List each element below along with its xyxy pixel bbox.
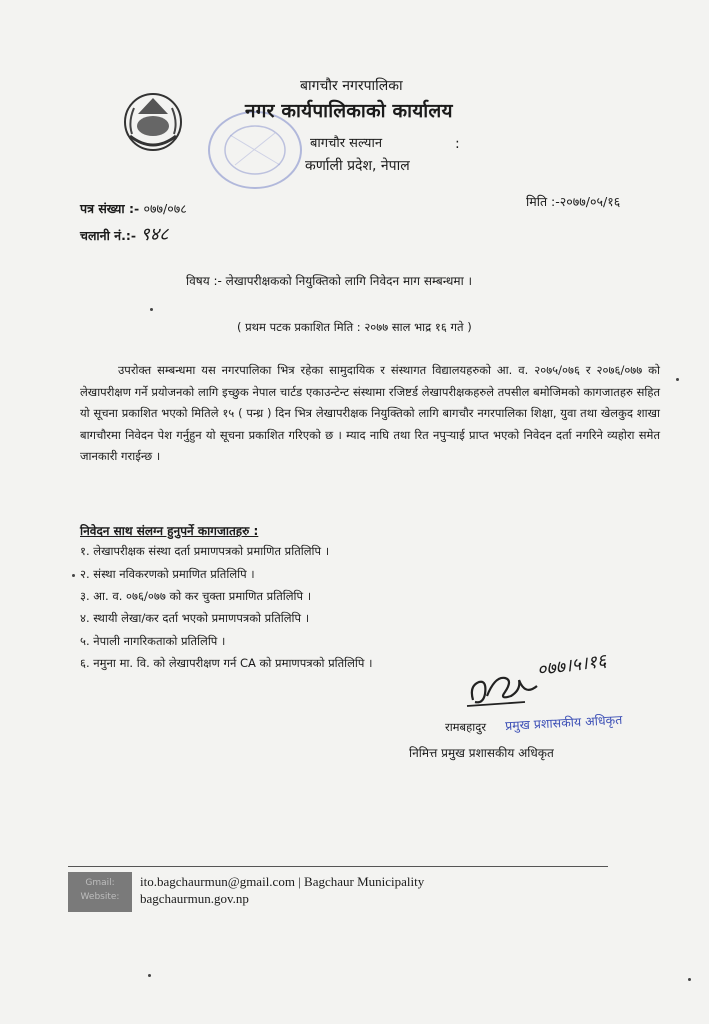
scan-speck <box>150 308 153 311</box>
footer-divider <box>68 866 608 867</box>
attachment-item: ३. आ. व. ०७६/०७७ को कर चुक्ता प्रमाणित प्रतिलिपि । <box>80 589 312 603</box>
attachment-item: ६. नमुना मा. वि. को लेखापरीक्षण गर्न CA को प्रमाणपत्रको प्रतिलिपि । <box>80 656 373 670</box>
office-location: बागचौर सल्यान <box>310 136 383 151</box>
designation-stamp: प्रमुख प्रशासकीय अधिकृत <box>504 711 623 734</box>
signatory-title: निमित्त प्रमुख प्रशासकीय अधिकृत <box>409 746 554 760</box>
header-colon: : <box>455 136 460 152</box>
attachment-item: ५. नेपाली नागरिकताको प्रतिलिपि । <box>80 634 226 648</box>
scan-speck <box>72 574 75 577</box>
province-name: कर्णाली प्रदेश, नेपाल <box>305 158 410 174</box>
handwritten-signature <box>465 666 545 708</box>
website-label: Website: <box>80 892 120 902</box>
scan-speck <box>688 978 691 981</box>
scan-speck <box>676 378 679 381</box>
footer-email: ito.bagchaurmun@gmail.com | Bagchaur Municipality <box>140 874 425 889</box>
gmail-label: Gmail: <box>85 878 115 888</box>
letter-number-value: ०७७/०७८ <box>143 201 187 216</box>
attachment-item: १. लेखापरीक्षक संस्था दर्ता प्रमाणपत्रको प्रमाणित प्रतिलिपि । <box>80 544 330 558</box>
letter-number <box>80 200 187 217</box>
nepal-emblem-icon <box>118 84 188 158</box>
footer-website: bagchaurmun.gov.np <box>140 891 249 906</box>
attachment-item: ४. स्थायी लेखा/कर दर्ता भएको प्रमाणपत्रको प्रतिलिपि । <box>80 611 310 625</box>
scan-speck <box>148 974 151 977</box>
subject-line: विषय :- लेखापरीक्षकको नियुक्तिको लागि निवेदन माग सम्बन्धमा । <box>186 274 473 288</box>
municipality-name: बागचौर नगरपालिका <box>300 78 403 94</box>
handwritten-date: ०७७।५।१६ <box>535 650 608 681</box>
dispatch-number-label: चलानी नं.:- <box>80 228 137 243</box>
attachments-title: निवेदन साथ संलग्न हुनुपर्ने कागजातहरु : <box>80 524 259 538</box>
letter-date <box>526 193 620 210</box>
signatory-name: रामबहादुर <box>445 720 487 734</box>
date-label: मिति :- <box>526 194 560 209</box>
office-title: नगर कार्यपालिकाको कार्यालय <box>245 100 453 122</box>
dispatch-number-value: ९४८ <box>140 224 169 245</box>
published-date-line: ( प्रथम पटक प्रकाशित मिति : २०७७ साल भाद्र १६ गते ) <box>237 320 472 334</box>
letter-number-label: पत्र संख्या :- <box>80 201 140 216</box>
dispatch-number <box>80 222 169 246</box>
footer-contact-labels <box>68 872 132 912</box>
date-value: २०७७/०५/१६ <box>559 194 621 209</box>
attachment-item: २. संस्था नविकरणको प्रमाणित प्रतिलिपि । <box>80 567 255 581</box>
notice-body: उपरोक्त सम्बन्धमा यस नगरपालिका भित्र रहेका सामुदायिक र संस्थागत विद्यालयहरुको आ. व. २०७५/०७६ र २०७६/०७७ को लेखापरीक्षण गर्ने प्रयोजनको लागि इच्छुक नेपाल चार्टड एकाउन्टेन्ट संस्थामा रजिष्टर्ड लेखापरीक्षकहरुले तपसील बमोजिमको कागजातहरु सहित यो सूचना प्रकाशित भएको मितिले १५ ( पन्ध्र ) दिन भित्र लेखापरीक्षक नियुक्तिको लागि बागचौर नगरपालिका शिक्षा, युवा तथा खेलकुद शाखा बागचौरमा निवेदन पेश गर्नुहुन यो सूचना प्रकाशित गरिएको छ । म्याद नाघि तथा रित नपुऱ्याई प्राप्त भएको निवेदन दर्ता नगरिने व्यहोरा समेत जानकारी गराईन्छ । <box>80 363 660 464</box>
